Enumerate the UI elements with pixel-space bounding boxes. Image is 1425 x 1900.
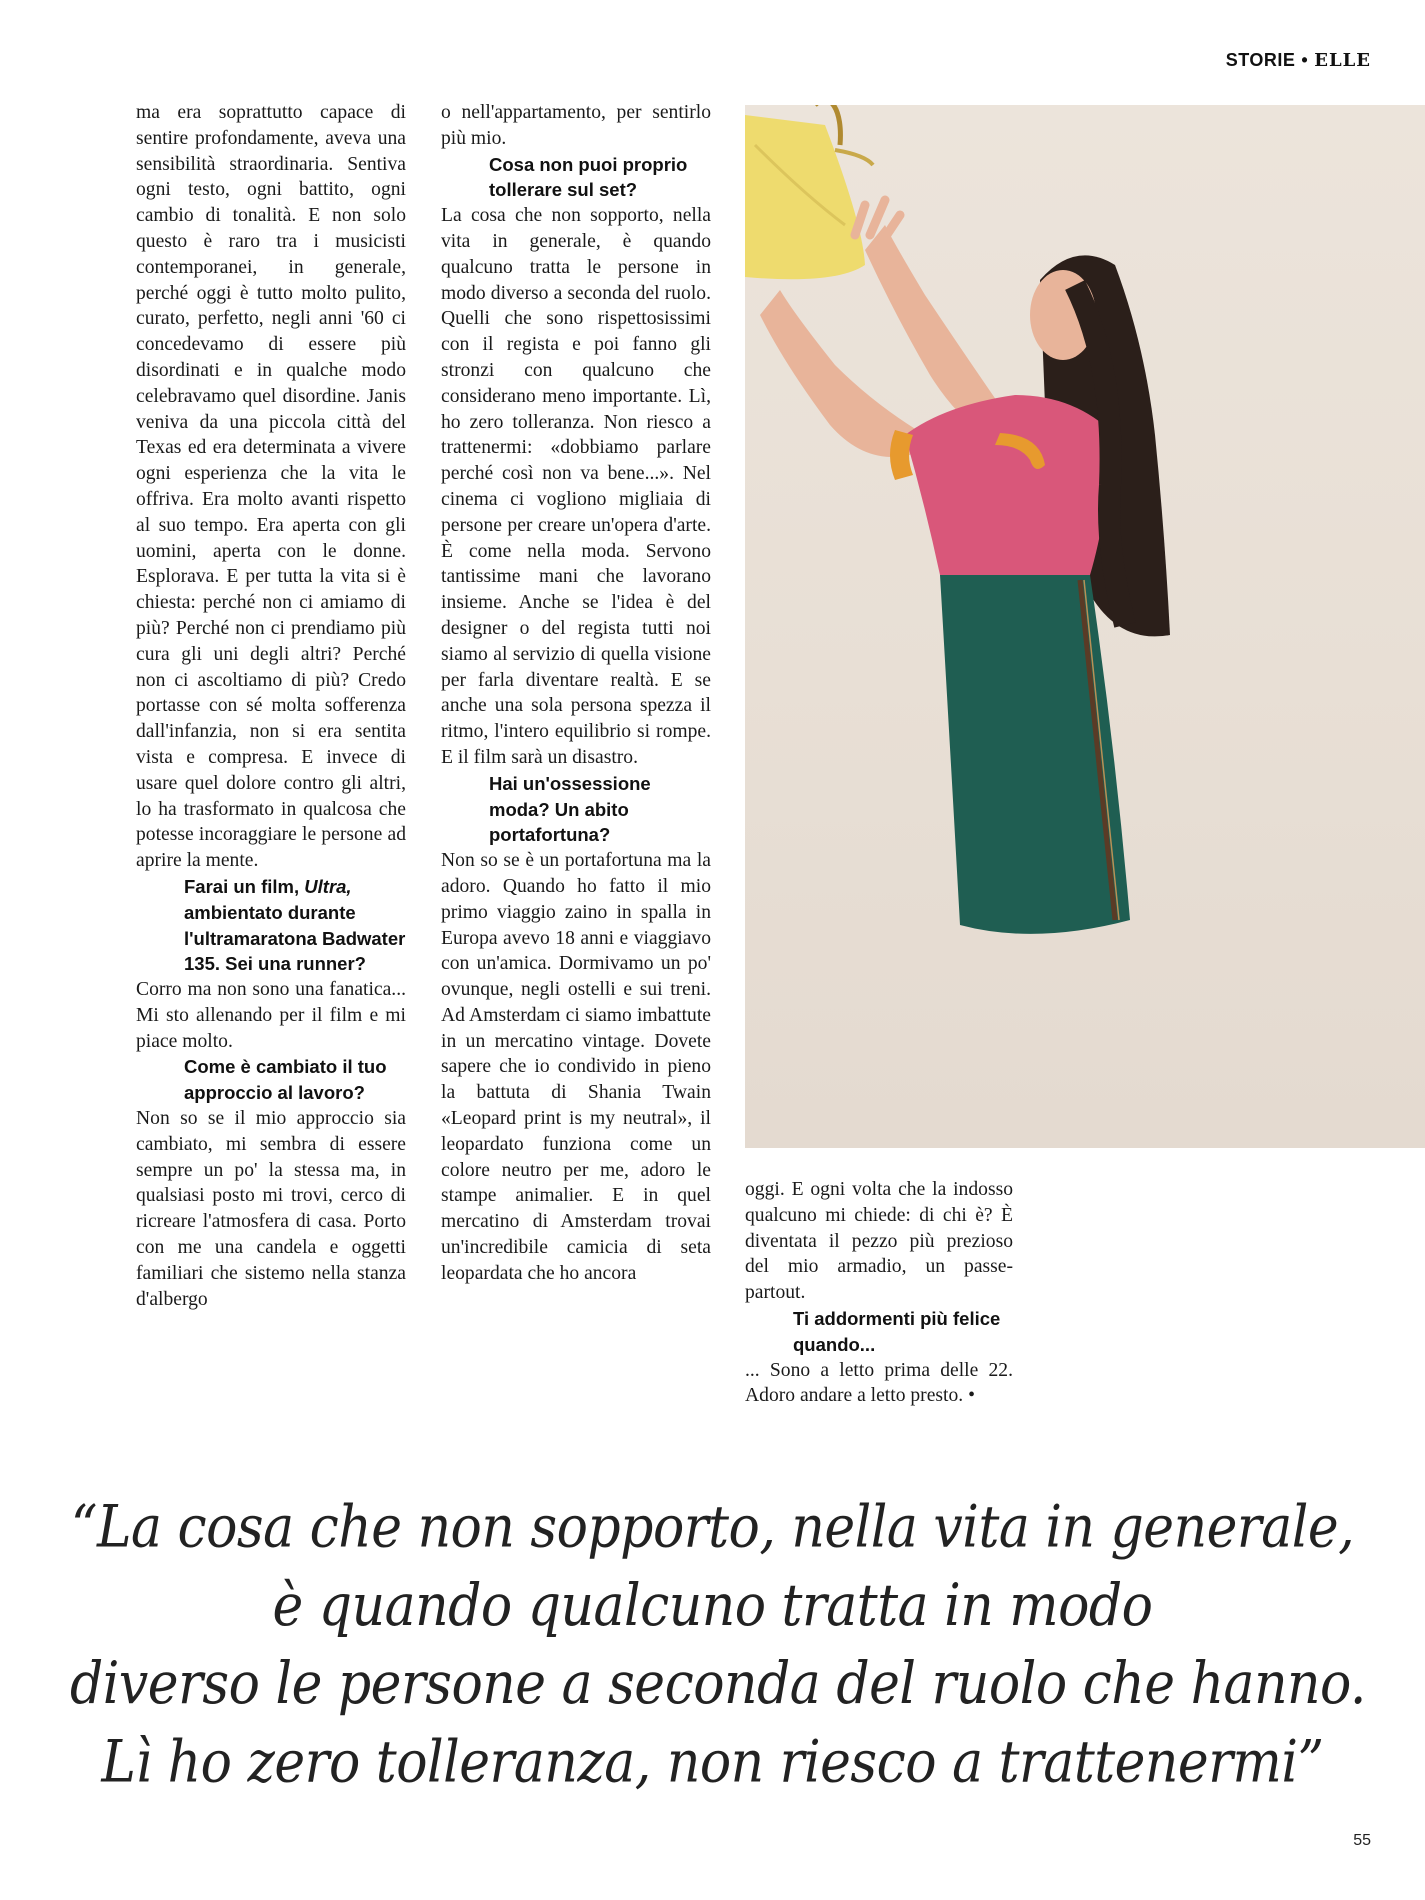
woman-reaching-for-bag-illustration	[745, 105, 1425, 1148]
body-paragraph: oggi. E ogni volta che la indosso qualcuno mi chiede: di chi è? È diventata il pezzo più prezioso del mio armadio, un passe-partout.	[745, 1179, 1013, 1304]
interview-question	[489, 771, 711, 848]
pull-quote-line: diverso le persone a seconda del ruolo che hanno.	[70, 1650, 1366, 1718]
article-column-2	[441, 100, 711, 1287]
question-text: Hai un'ossessione moda? Un abito portafortuna?	[489, 772, 651, 846]
body-paragraph: La cosa che non sopporto, nella vita in generale, è quando qualcuno tratta le persone in modo diverso a seconda del ruolo. Quelli che sono rispettosissimi con il regista e poi fanno gli stronzi con qualcuno che considerano meno importante. Lì, ho zero tolleranza. Non riesco a trattenermi: «dobbiamo parlare perché così non va bene...». Nel cinema ci vogliono migliaia di persone per creare un'opera d'arte. È come nella moda. Servono tantissime mani che lavorano insieme. Anche se l'idea è del designer o del regista tutti noi siamo al servizio di quella visione per farla diventare realtà. E se anche una sola persona spezza il ritmo, l'intero equilibrio si rompe. E il film sarà un disastro.	[441, 205, 711, 768]
article-column-3	[745, 1177, 1013, 1409]
portrait-photo	[745, 105, 1425, 1148]
pull-quote	[70, 1488, 1366, 1802]
question-text: Cosa non puoi proprio tollerare sul set?	[489, 153, 688, 201]
film-title: Ultra,	[304, 875, 352, 897]
header-separator: •	[1301, 50, 1309, 70]
question-text: ambientato durante l'ultramaratona Badwater 135. Sei una runner?	[184, 901, 406, 975]
interview-question	[489, 152, 711, 204]
article-column-1	[136, 100, 406, 1312]
page-number: 55	[1353, 1832, 1371, 1849]
question-text: Come è cambiato il tuo approccio al lavoro?	[184, 1056, 387, 1104]
pull-quote-line: “La cosa che non sopporto, nella vita in generale,	[70, 1493, 1355, 1561]
section-label: STORIE	[1225, 50, 1296, 70]
body-paragraph: Corro ma non sono una fanatica... Mi sto allenando per il film e mi piace molto.	[136, 979, 406, 1052]
interview-question	[184, 874, 406, 977]
pull-quote-line: è quando qualcuno tratta in modo	[272, 1572, 1153, 1640]
interview-question	[184, 1054, 406, 1106]
question-text: Ti addormenti più felice quando...	[793, 1307, 1001, 1355]
body-paragraph: o nell'appartamento, per sentirlo più mio.	[441, 102, 711, 149]
body-paragraph: Non so se il mio approccio sia cambiato, mi sembra di essere sempre un po' la stessa ma, in qualsiasi posto mi trovi, cerco di ricreare l'atmosfera di casa. Porto con me una candela e oggetti familiari che sistemo nella stanza d'albergo	[136, 1108, 406, 1310]
body-paragraph: ... Sono a letto prima delle 22. Adoro andare a letto presto. •	[745, 1359, 1013, 1407]
body-paragraph: Non so se è un portafortuna ma la adoro. Quando ho fatto il mio primo viaggio zaino in spalla in Europa avevo 18 anni e viaggiavo con un'amica. Dormivamo un po' ovunque, negli ostelli e sui treni. Ad Amsterdam ci siamo imbattute in un mercatino vintage. Dovete sapere che io condivido in pieno la battuta di Shania Twain «Leopard print is my neutral», il leopardato funziona come un colore neutro per me, adoro le stampe animalier. E in quel mercatino di Amsterdam trovai un'incredibile camicia di seta leopardata che ho ancora	[441, 850, 711, 1284]
brand-logo: ELLE	[1314, 50, 1371, 71]
interview-question	[793, 1306, 1013, 1358]
running-header	[1226, 50, 1371, 71]
question-text: Farai un film,	[184, 875, 305, 897]
body-paragraph: ma era soprattutto capace di sentire profondamente, aveva una sensibilità straordinaria. Sentiva ogni testo, ogni battito, ogni cambio di tonalità. E non solo questo è raro tra i musicisti contemporanei, in generale, perché oggi è tutto molto pulito, curato, perfetto, negli anni '60 ci concedevamo di essere più disordinati e in qualche modo celebravamo quel disordine. Janis veniva da una piccola città del Texas ed era determinata a vivere ogni esperienza che la vita le offriva. Era molto avanti rispetto al suo tempo. Era aperta con gli uomini, aperta con le donne. Esplorava. E per tutta la vita si è chiesta: perché non ci amiamo di più? Perché non ci prendiamo più cura gli uni degli altri? Perché non ci ascoltiamo di più? Credo portasse con sé molta sofferenza dall'infanzia, non si era sentita vista e compresa. E invece di usare quel dolore contro gli altri, lo ha trasformato in qualcosa che potesse incoraggiare le persone ad aprire la mente.	[136, 102, 406, 872]
yellow-bag	[745, 105, 873, 279]
pull-quote-line: Lì ho zero tolleranza, non riesco a trattenermi”	[101, 1729, 1324, 1797]
